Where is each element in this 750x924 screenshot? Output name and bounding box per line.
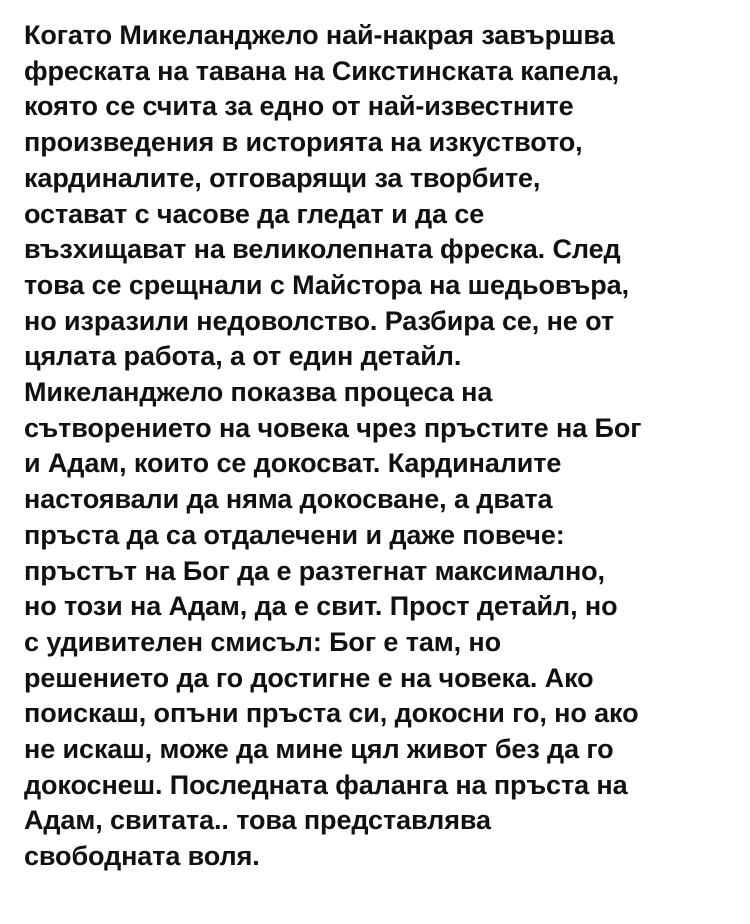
text-line: произведения в историята на изкуството, bbox=[24, 127, 583, 158]
text-line: с удивителен смисъл: Бог е там, но bbox=[24, 626, 502, 657]
text-line: пръста да са отдалечени и даже повече: bbox=[24, 519, 565, 550]
text-line: докоснеш. Последната фаланга на пръста на bbox=[24, 769, 628, 800]
text-line: не искаш, може да мине цял живот без да го bbox=[24, 734, 614, 765]
text-line: Когато Микеланджело най-накрая завършва bbox=[24, 20, 615, 50]
text-line: пръстът на Бог да е разтегнат максимално, bbox=[24, 555, 605, 586]
text-line: възхищават на великолепната фреска. След bbox=[24, 234, 621, 265]
text-line: остават с часове да гледат и да се bbox=[24, 198, 485, 229]
text-line: поискаш, опъни пръста си, докосни го, но ако bbox=[24, 698, 639, 729]
text-line: кардиналите, отговарящи за творбите, bbox=[24, 162, 541, 193]
text-line: решението да го достигне е на човека. Ако bbox=[24, 662, 594, 693]
text-line: това се срещнали с Майстора на шедьовъра, bbox=[24, 269, 629, 300]
text-line: и Адам, които се докосват. Кардиналите bbox=[24, 448, 562, 479]
text-line: сътворението на човека чрез пръстите на Бог bbox=[24, 412, 642, 443]
text-line: фреската на тавана на Сикстинската капела, bbox=[24, 55, 620, 86]
post-text bbox=[24, 18, 736, 875]
text-line: настоявали да няма докосване, а двата bbox=[24, 484, 553, 515]
text-line: Микеланджело показва процеса на bbox=[24, 377, 493, 408]
text-line: но този на Адам, да е свит. Прост детайл, но bbox=[24, 591, 618, 622]
text-line: свободната воля. bbox=[24, 841, 260, 872]
text-line: която се счита за едно от най-известните bbox=[24, 91, 574, 122]
text-line: цялата работа, а от един детайл. bbox=[24, 341, 462, 372]
text-line: но изразили недоволство. Разбира се, не от bbox=[24, 305, 614, 336]
text-line: Адам, свитата.. това представлява bbox=[24, 805, 491, 836]
